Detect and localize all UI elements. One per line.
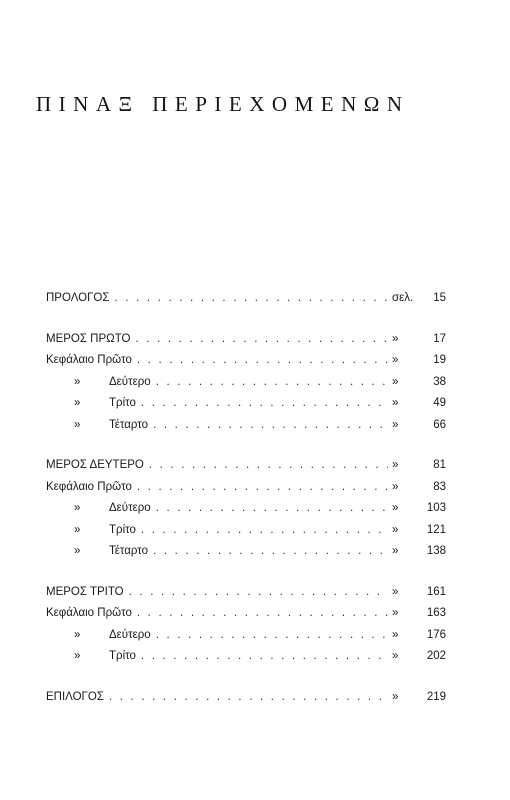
dot-leader (141, 646, 388, 668)
toc-entry-chapter (46, 646, 446, 668)
page-number: 66 (433, 418, 446, 431)
toc-entry-label: Κεφάλαιο Πρῶτο (46, 354, 132, 366)
page-number: 83 (433, 480, 446, 493)
toc-entry-label: Δεύτερο (109, 502, 151, 514)
page-number: 38 (433, 375, 446, 388)
page-number: 121 (426, 523, 446, 536)
ditto-mark: » (392, 397, 399, 409)
page-number: 17 (433, 332, 446, 345)
page-number: 138 (426, 545, 446, 557)
toc-entry-label: Τρίτο (109, 397, 136, 409)
page-number: 15 (433, 292, 446, 304)
ditto-mark: » (74, 545, 81, 557)
toc-entry-label: ΕΠΙΛΟΓΟΣ (46, 690, 104, 703)
toc-entry-label: ΜΕΡΟΣ ΠΡΩΤΟ (46, 332, 131, 345)
toc-entry-label: Τέταρτο (109, 545, 149, 557)
toc-entry-part (46, 329, 446, 351)
dot-leader (109, 687, 388, 709)
ditto-mark: » (392, 502, 399, 514)
ditto-mark: » (74, 650, 81, 662)
ditto-mark: » (74, 397, 81, 409)
toc-entry-prologue (46, 288, 446, 310)
page-number: 202 (426, 650, 446, 662)
dot-leader (149, 455, 388, 477)
toc-entry-label: ΜΕΡΟΣ ΔΕΥΤΕΡΟ (46, 459, 144, 471)
ditto-mark: » (392, 585, 399, 598)
toc-entry-label: Κεφάλαιο Πρῶτο (46, 480, 132, 493)
toc-entry-chapter (46, 625, 446, 647)
toc-entry-label: Τρίτο (109, 650, 136, 662)
ditto-mark: » (392, 628, 399, 641)
dot-leader (129, 582, 388, 604)
toc-entry-chapter (46, 415, 446, 437)
toc-entry-label: Τρίτο (109, 523, 136, 536)
dot-leader (141, 393, 388, 415)
page-number: 161 (426, 585, 446, 598)
page-number: 176 (426, 628, 446, 641)
dot-leader (153, 415, 388, 437)
ditto-mark: » (74, 523, 81, 536)
ditto-mark: » (392, 459, 399, 471)
toc-entry-label: Τέταρτο (109, 418, 149, 431)
ditto-mark: » (392, 523, 399, 536)
dot-leader (115, 288, 389, 310)
toc-entry-chapter (46, 350, 446, 372)
page-number: 81 (433, 459, 446, 471)
toc-entry-chapter (46, 498, 446, 520)
ditto-mark: » (392, 354, 399, 366)
dot-leader (137, 477, 388, 499)
dot-leader (136, 329, 388, 351)
page-number: 103 (426, 502, 446, 514)
dot-leader (156, 498, 388, 520)
toc-entry-part (46, 582, 446, 604)
page-number: 19 (433, 354, 446, 366)
toc-entry-chapter (46, 520, 446, 542)
toc-entry-label: Κεφάλαιο Πρῶτο (46, 607, 132, 619)
ditto-mark: » (392, 332, 399, 345)
table-of-contents (46, 288, 446, 708)
dot-leader (156, 372, 388, 394)
toc-entry-chapter (46, 541, 446, 563)
page-abbreviation: σελ. (392, 292, 414, 304)
toc-entry-chapter (46, 603, 446, 625)
ditto-mark: » (74, 628, 81, 641)
toc-entry-label: ΜΕΡΟΣ ΤΡΙΤΟ (46, 585, 124, 598)
page-number: 49 (433, 397, 446, 409)
toc-entry-label: ΠΡΟΛΟΓΟΣ (46, 292, 110, 304)
ditto-mark: » (392, 690, 399, 703)
ditto-mark: » (74, 418, 81, 431)
dot-leader (153, 541, 388, 563)
toc-entry-epilogue (46, 687, 446, 709)
dot-leader (137, 603, 388, 625)
page-title: ΠΙΝΑΞ ΠΕΡΙΕΧΟΜΕΝΩΝ (36, 92, 410, 116)
ditto-mark: » (392, 480, 399, 493)
ditto-mark: » (392, 607, 399, 619)
toc-entry-label: Δεύτερο (109, 628, 151, 641)
ditto-mark: » (74, 502, 81, 514)
page-number: 219 (426, 690, 446, 703)
ditto-mark: » (392, 375, 399, 388)
ditto-mark: » (74, 375, 81, 388)
toc-entry-chapter (46, 477, 446, 499)
ditto-mark: » (392, 650, 399, 662)
page-number: 163 (426, 607, 446, 619)
ditto-mark: » (392, 418, 399, 431)
dot-leader (156, 625, 388, 647)
toc-entry-chapter (46, 372, 446, 394)
toc-entry-chapter (46, 393, 446, 415)
dot-leader (141, 520, 388, 542)
dot-leader (137, 350, 388, 372)
toc-entry-label: Δεύτερο (109, 375, 151, 388)
toc-entry-part (46, 455, 446, 477)
ditto-mark: » (392, 545, 399, 557)
